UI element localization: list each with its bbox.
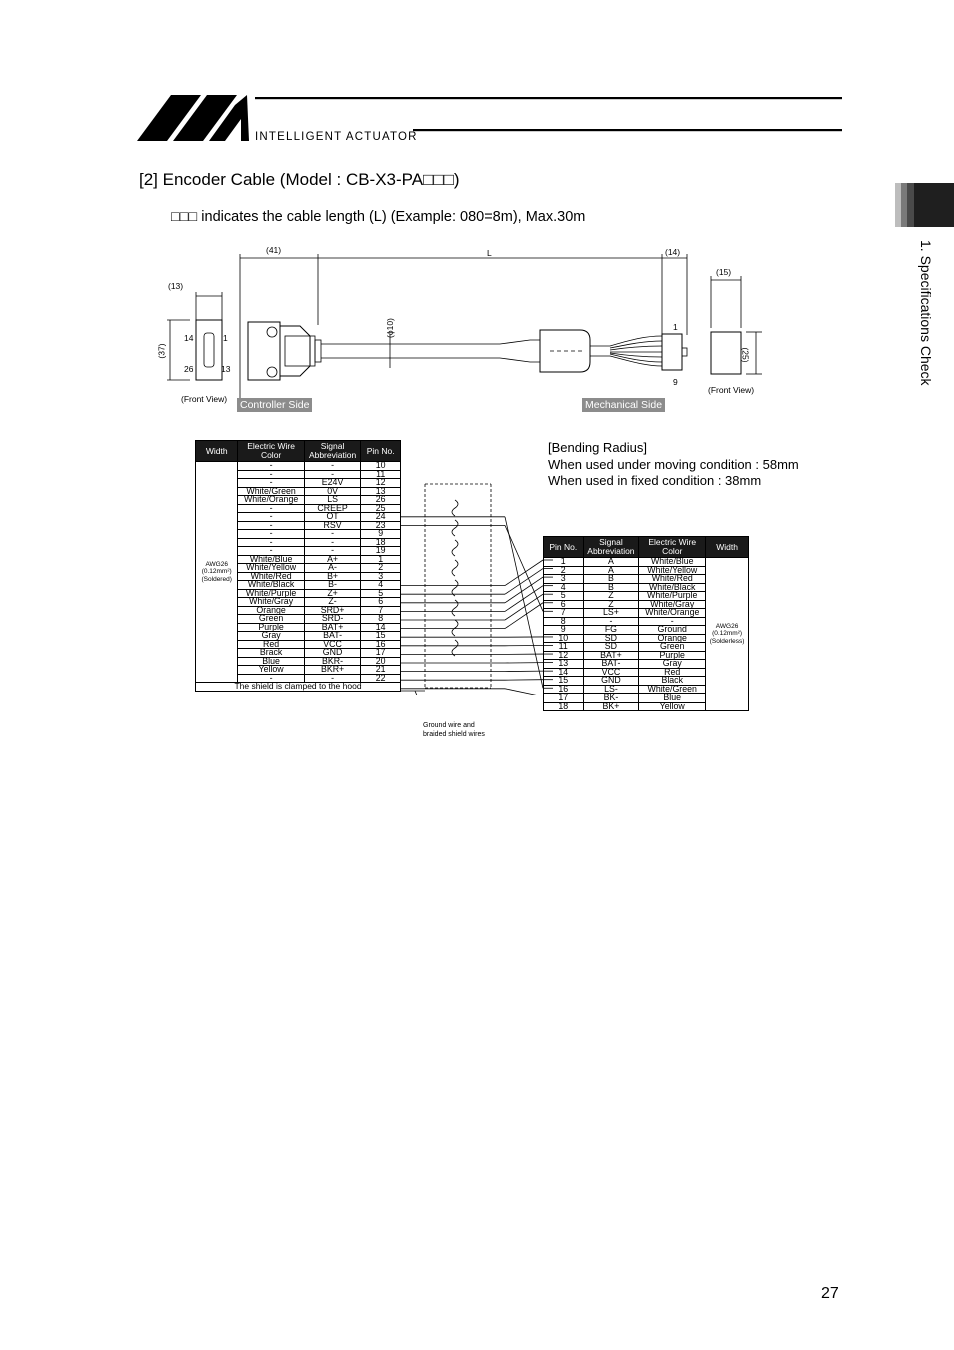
pin-label-26: 26 bbox=[184, 364, 194, 374]
wire-color-cell: Yellow bbox=[238, 666, 304, 675]
wire-color-cell: White/Gray bbox=[238, 598, 304, 607]
wire-color-cell: Orange bbox=[639, 634, 706, 643]
signal-cell: GND bbox=[583, 677, 639, 686]
wire-color-cell: Green bbox=[238, 615, 304, 624]
width-text: (Soldered) bbox=[201, 575, 232, 583]
pin-cell: 15 bbox=[361, 632, 401, 641]
pin-cell: 11 bbox=[544, 643, 584, 652]
dim-l: L bbox=[487, 248, 492, 258]
pin-label-14: 14 bbox=[184, 333, 194, 343]
signal-cell: E24V bbox=[304, 479, 361, 488]
signal-cell: LS+ bbox=[583, 609, 639, 618]
wire-color-cell: White/Black bbox=[639, 583, 706, 592]
pin-cell: 10 bbox=[361, 462, 401, 471]
wire-line bbox=[415, 691, 423, 695]
twisted-pair-mark bbox=[452, 580, 458, 596]
signal-cell: B+ bbox=[304, 572, 361, 581]
ground-note-line2: braided shield wires bbox=[423, 730, 485, 738]
pin-cell: 15 bbox=[544, 677, 584, 686]
header-pin: Pin No. bbox=[544, 537, 584, 558]
mechanical-side-tag: Mechanical Side bbox=[582, 398, 665, 412]
wire-color-cell: - bbox=[238, 674, 304, 683]
width-text: AWG26 bbox=[205, 560, 228, 568]
table-header-row bbox=[196, 441, 401, 462]
pin-cell: 13 bbox=[544, 660, 584, 669]
wire-color-cell: Gray bbox=[238, 632, 304, 641]
wire-color-cell: Blue bbox=[238, 657, 304, 666]
length-note: □□□ indicates the cable length (L) (Example: 080=8m), Max.30m bbox=[171, 209, 586, 225]
signal-cell: SD bbox=[583, 643, 639, 652]
wire-color-cell: White/Red bbox=[238, 572, 304, 581]
signal-cell: B- bbox=[304, 581, 361, 590]
dim-25: (25) bbox=[740, 347, 751, 363]
signal-cell: A bbox=[583, 566, 639, 575]
signal-cell: SD bbox=[583, 634, 639, 643]
pin-cell: 9 bbox=[544, 626, 584, 635]
dim-41: (41) bbox=[266, 245, 282, 255]
pin-cell: 13 bbox=[361, 487, 401, 496]
pin-cell: 1 bbox=[544, 558, 584, 567]
signal-cell: B bbox=[583, 583, 639, 592]
pin-cell: 19 bbox=[361, 547, 401, 556]
signal-cell: LS bbox=[304, 496, 361, 505]
bending-fixed: When used in fixed condition : 38mm bbox=[548, 473, 762, 488]
shield-note: The shield is clamped to the hood bbox=[196, 683, 401, 692]
signal-cell: - bbox=[304, 538, 361, 547]
signal-cell: BAT- bbox=[304, 632, 361, 641]
dim-14: (14) bbox=[665, 247, 681, 257]
wire-color-cell: White/Yellow bbox=[238, 564, 304, 573]
pin-cell: 11 bbox=[361, 470, 401, 479]
wire-line bbox=[505, 680, 543, 681]
wire-color-cell: White/Purple bbox=[238, 589, 304, 598]
header-signal: Signal Abbreviation bbox=[304, 441, 361, 462]
wiring-schematic bbox=[395, 470, 555, 695]
wire-color-cell: - bbox=[238, 547, 304, 556]
signal-cell: Z+ bbox=[304, 589, 361, 598]
wire-color-cell: Orange bbox=[238, 606, 304, 615]
pin-label-1-mech: 1 bbox=[673, 322, 678, 332]
header-signal: Signal Abbreviation bbox=[583, 537, 639, 558]
wire-color-cell: White/Red bbox=[639, 575, 706, 584]
wire-color-cell: - bbox=[238, 462, 304, 471]
pin-cell: 26 bbox=[361, 496, 401, 505]
pin-cell: 3 bbox=[544, 575, 584, 584]
signal-cell: BK+ bbox=[583, 702, 639, 711]
pin-cell: 16 bbox=[361, 640, 401, 649]
ground-note-line1: Ground wire and bbox=[423, 722, 475, 729]
signal-cell: Z bbox=[583, 600, 639, 609]
pin-cell: 17 bbox=[544, 694, 584, 703]
wire-color-cell: White/Green bbox=[238, 487, 304, 496]
signal-cell: - bbox=[304, 530, 361, 539]
wire-color-cell: Brack bbox=[238, 649, 304, 658]
pin-cell: 21 bbox=[361, 666, 401, 675]
dim-37: (37) bbox=[156, 343, 167, 359]
width-text: (0.12mm²) bbox=[712, 630, 743, 638]
width-text: AWG26 bbox=[715, 622, 739, 630]
dim-15: (15) bbox=[716, 267, 732, 277]
pin-cell: 5 bbox=[544, 592, 584, 601]
signal-cell: RSV bbox=[304, 521, 361, 530]
signal-cell: SRD+ bbox=[304, 606, 361, 615]
pin-cell: 6 bbox=[544, 600, 584, 609]
pin-cell: 4 bbox=[544, 583, 584, 592]
signal-cell: LS- bbox=[583, 685, 639, 694]
signal-cell: B bbox=[583, 575, 639, 584]
bending-radius-note bbox=[548, 440, 799, 490]
pin-cell: 8 bbox=[544, 617, 584, 626]
company-logo bbox=[137, 93, 842, 143]
wire-color-cell: - bbox=[238, 513, 304, 522]
wire-color-cell: White/Blue bbox=[238, 555, 304, 564]
pin-cell: 20 bbox=[361, 657, 401, 666]
header-width: Width bbox=[196, 441, 238, 462]
wire-color-cell: - bbox=[639, 617, 706, 626]
signal-cell: 0V bbox=[304, 487, 361, 496]
signal-cell: A bbox=[583, 558, 639, 567]
section-title: [2] Encoder Cable (Model : CB-X3-PA□□□) bbox=[139, 170, 460, 189]
pin-label-1: 1 bbox=[223, 333, 228, 343]
signal-cell: Z- bbox=[304, 598, 361, 607]
pin-cell: 6 bbox=[361, 598, 401, 607]
dim-13: (13) bbox=[168, 281, 184, 291]
pin-cell: 24 bbox=[361, 513, 401, 522]
chapter-label: 1. Specifications Check bbox=[918, 240, 934, 386]
signal-cell: VCC bbox=[583, 668, 639, 677]
pin-cell: 17 bbox=[361, 649, 401, 658]
pin-cell: 9 bbox=[361, 530, 401, 539]
wire-color-cell: White/Gray bbox=[639, 600, 706, 609]
pin-cell: 12 bbox=[544, 651, 584, 660]
signal-cell: CREEP bbox=[304, 504, 361, 513]
wire-color-cell: Gray bbox=[639, 660, 706, 669]
wire-color-cell: White/Purple bbox=[639, 592, 706, 601]
front-view-left: (Front View) bbox=[181, 394, 228, 404]
pin-label-13: 13 bbox=[221, 364, 231, 374]
table-header-row bbox=[544, 537, 749, 558]
bending-moving: When used under moving condition : 58mm bbox=[548, 456, 799, 472]
signal-cell: - bbox=[304, 470, 361, 479]
signal-cell: BAT- bbox=[583, 660, 639, 669]
pin-cell: 3 bbox=[361, 572, 401, 581]
signal-cell: - bbox=[304, 462, 361, 471]
pin-cell: 22 bbox=[361, 674, 401, 683]
wire-color-cell: White/Green bbox=[639, 685, 706, 694]
pin-cell: 10 bbox=[544, 634, 584, 643]
header-wire-color: Electric Wire Color bbox=[238, 441, 304, 462]
twisted-pair-mark bbox=[452, 500, 458, 516]
wire-color-cell: - bbox=[238, 470, 304, 479]
wire-line bbox=[505, 689, 543, 695]
wire-color-cell: Blue bbox=[639, 694, 706, 703]
signal-cell: BK- bbox=[583, 694, 639, 703]
pin-cell: 2 bbox=[544, 566, 584, 575]
wire-color-cell: Yellow bbox=[639, 702, 706, 711]
table-row bbox=[544, 558, 749, 567]
ground-note bbox=[423, 722, 485, 739]
pin-cell: 18 bbox=[361, 538, 401, 547]
header-width: Width bbox=[706, 537, 749, 558]
width-text: (Solderless) bbox=[709, 637, 745, 645]
wire-color-cell: White/Orange bbox=[238, 496, 304, 505]
wire-color-cell: Purple bbox=[639, 651, 706, 660]
pin-cell: 18 bbox=[544, 702, 584, 711]
twisted-pair-mark bbox=[452, 540, 458, 556]
header-pin: Pin No. bbox=[361, 441, 401, 462]
signal-cell: - bbox=[304, 547, 361, 556]
page-number: 27 bbox=[821, 1285, 839, 1302]
pin-cell: 14 bbox=[361, 623, 401, 632]
wire-color-cell: Red bbox=[238, 640, 304, 649]
bending-title: [Bending Radius] bbox=[548, 440, 648, 455]
dim-phi10: (ϕ10) bbox=[384, 318, 395, 338]
wire-color-cell: White/Orange bbox=[639, 609, 706, 618]
signal-cell: SRD- bbox=[304, 615, 361, 624]
width-cell bbox=[196, 462, 238, 683]
header-wire-color: Electric Wire Color bbox=[639, 537, 706, 558]
wire-color-cell: Purple bbox=[238, 623, 304, 632]
width-cell bbox=[706, 558, 749, 711]
pin-cell: 23 bbox=[361, 521, 401, 530]
wire-color-cell: Red bbox=[639, 668, 706, 677]
table-row bbox=[196, 462, 401, 471]
signal-cell: - bbox=[304, 674, 361, 683]
pin-cell: 12 bbox=[361, 479, 401, 488]
wire-color-cell: - bbox=[238, 479, 304, 488]
mechanical-pin-table bbox=[543, 536, 749, 711]
signal-cell: VCC bbox=[304, 640, 361, 649]
pin-cell: 25 bbox=[361, 504, 401, 513]
pin-cell: 1 bbox=[361, 555, 401, 564]
wire-color-cell: - bbox=[238, 530, 304, 539]
pin-cell: 7 bbox=[361, 606, 401, 615]
signal-cell: - bbox=[583, 617, 639, 626]
pin-cell: 16 bbox=[544, 685, 584, 694]
wire-color-cell: Black bbox=[639, 677, 706, 686]
signal-cell: A+ bbox=[304, 555, 361, 564]
signal-cell: FG bbox=[583, 626, 639, 635]
wire-color-cell: White/Blue bbox=[639, 558, 706, 567]
twisted-pair-mark bbox=[452, 620, 458, 636]
pin-cell: 8 bbox=[361, 615, 401, 624]
pin-cell: 5 bbox=[361, 589, 401, 598]
width-text: (0.12mm²) bbox=[201, 568, 232, 576]
signal-cell: BKR+ bbox=[304, 666, 361, 675]
shield-row bbox=[196, 683, 401, 692]
signal-cell: BAT+ bbox=[304, 623, 361, 632]
signal-cell: A- bbox=[304, 564, 361, 573]
signal-cell: BKR- bbox=[304, 657, 361, 666]
pin-cell: 14 bbox=[544, 668, 584, 677]
signal-cell: Z bbox=[583, 592, 639, 601]
chapter-tab bbox=[895, 183, 954, 227]
front-view-right: (Front View) bbox=[708, 385, 755, 395]
twisted-pair-mark bbox=[452, 520, 458, 536]
signal-cell: BAT+ bbox=[583, 651, 639, 660]
pin-cell: 2 bbox=[361, 564, 401, 573]
pin-cell: 7 bbox=[544, 609, 584, 618]
wire-color-cell: - bbox=[238, 504, 304, 513]
pin-cell: 4 bbox=[361, 581, 401, 590]
twisted-pair-mark bbox=[452, 560, 458, 576]
controller-pin-table bbox=[195, 440, 401, 692]
wire-color-cell: Ground bbox=[639, 626, 706, 635]
wire-color-cell: - bbox=[238, 538, 304, 547]
brand-text: INTELLIGENT ACTUATOR bbox=[255, 131, 418, 143]
wire-color-cell: White/Black bbox=[238, 581, 304, 590]
signal-cell: OT bbox=[304, 513, 361, 522]
wire-color-cell: Green bbox=[639, 643, 706, 652]
controller-side-tag: Controller Side bbox=[237, 398, 312, 412]
wire-color-cell: - bbox=[238, 521, 304, 530]
twisted-pair-mark bbox=[452, 640, 458, 656]
signal-cell: GND bbox=[304, 649, 361, 658]
wire-color-cell: White/Yellow bbox=[639, 566, 706, 575]
pin-label-9-mech: 9 bbox=[673, 377, 678, 387]
